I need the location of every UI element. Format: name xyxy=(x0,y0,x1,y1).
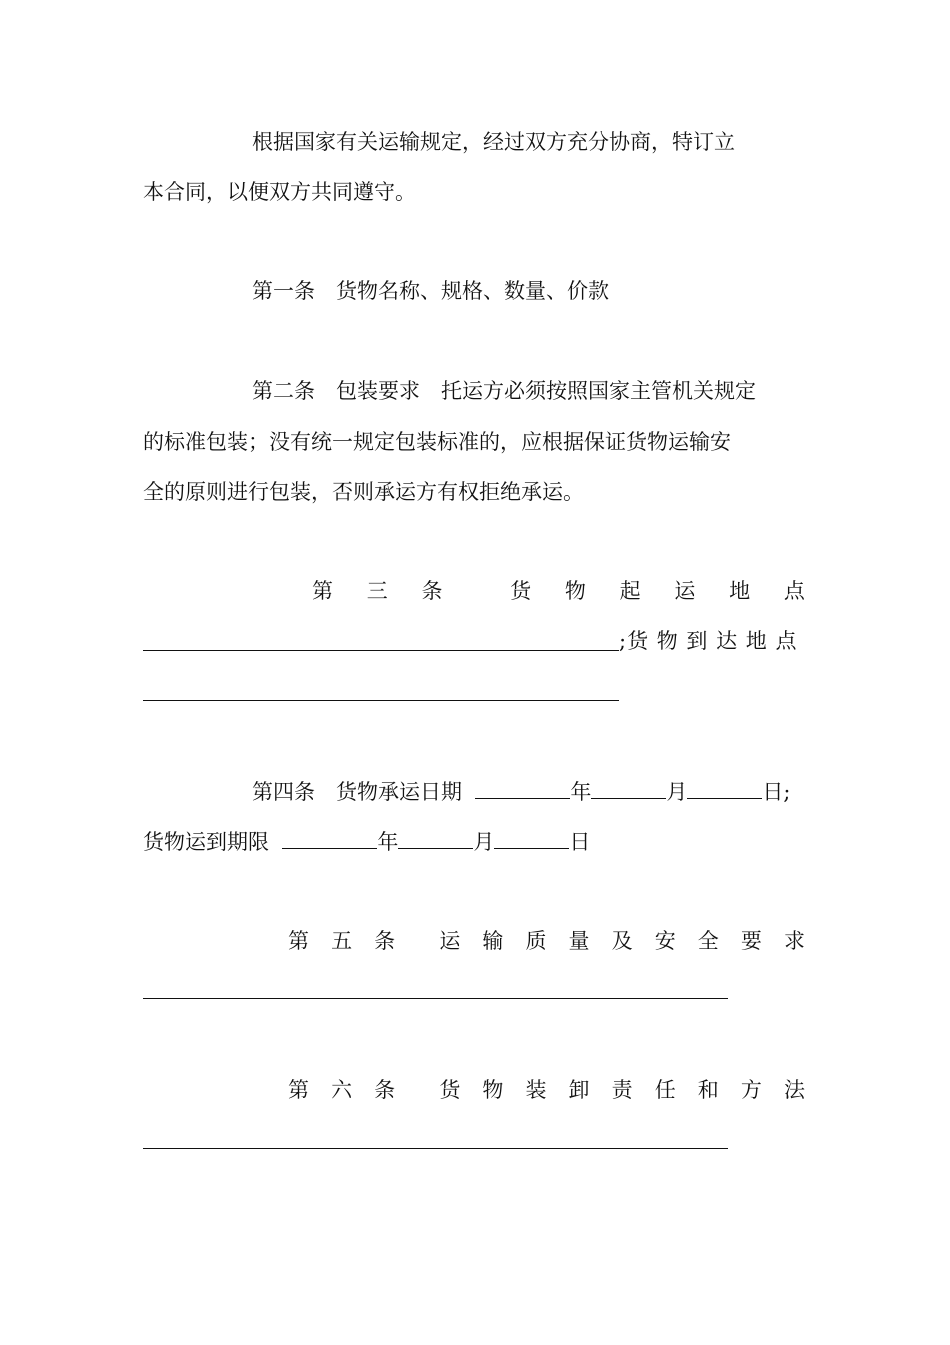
year-label: 年 xyxy=(570,780,592,804)
article-3-char: 运 xyxy=(674,579,696,603)
article-6-char: 任 xyxy=(654,1078,676,1102)
article-5-char: 及 xyxy=(611,929,633,953)
article-3-char: 物 xyxy=(564,579,586,603)
article-3-char: 第 xyxy=(312,579,333,603)
article-5-char: 求 xyxy=(783,929,805,953)
article-5-char: 输 xyxy=(482,929,504,953)
article-1-heading: 第一条 货物名称、规格、数量、价款 xyxy=(252,279,609,303)
quality-blank-line xyxy=(143,998,728,999)
intro-line-2: 本合同，以便双方共同遵守。 xyxy=(143,180,416,204)
article-6-heading xyxy=(288,1075,805,1105)
article-5-char: 第 xyxy=(288,929,309,953)
article-5-char: 要 xyxy=(740,929,762,953)
article-5-char: 五 xyxy=(331,929,353,953)
destination-blank-line xyxy=(143,700,619,701)
article-6-char: 装 xyxy=(525,1078,547,1102)
month-label: 月 xyxy=(666,780,688,804)
article-4-label: 第四条 货物承运日期 xyxy=(252,780,462,804)
article-6-char: 和 xyxy=(697,1078,719,1102)
article-4-deadline-label: 货物运到期限 xyxy=(143,830,269,854)
start-month-blank xyxy=(591,776,666,799)
intro-line-1: 根据国家有关运输规定，经过双方充分协商，特订立 xyxy=(252,130,735,154)
article-3-char: 三 xyxy=(366,579,388,603)
year-label: 年 xyxy=(377,830,399,854)
article-5-heading xyxy=(288,926,805,956)
article-3-destination-label: ;货 物 到 达 地 点 xyxy=(619,629,798,653)
article-3-char: 点 xyxy=(783,579,805,603)
article-5-char: 量 xyxy=(568,929,590,953)
day-label: 日 xyxy=(569,830,591,854)
article-3-char: 货 xyxy=(510,579,532,603)
origin-blank-line xyxy=(143,650,619,651)
article-5-char: 运 xyxy=(439,929,461,953)
article-6-char: 六 xyxy=(331,1078,353,1102)
article-3-char: 起 xyxy=(619,579,641,603)
article-6-char: 责 xyxy=(611,1078,633,1102)
article-4-line-1 xyxy=(252,776,790,807)
article-5-char: 安 xyxy=(654,929,676,953)
day-label: 日; xyxy=(762,780,791,804)
article-4-line-2 xyxy=(143,826,590,857)
end-year-blank xyxy=(282,826,377,849)
article-5-char: 条 xyxy=(374,929,396,953)
end-month-blank xyxy=(398,826,473,849)
article-2-line-2: 的标准包装；没有统一规定包装标准的，应根据保证货物运输安 xyxy=(143,430,731,454)
end-day-blank xyxy=(494,826,569,849)
article-6-char: 物 xyxy=(482,1078,504,1102)
article-6-char: 法 xyxy=(783,1078,805,1102)
start-day-blank xyxy=(687,776,762,799)
article-3-char: 地 xyxy=(729,579,751,603)
start-year-blank xyxy=(475,776,570,799)
article-5-char: 全 xyxy=(697,929,719,953)
article-2-line-1: 第二条 包装要求 托运方必须按照国家主管机关规定 xyxy=(252,379,756,403)
article-6-char: 货 xyxy=(439,1078,461,1102)
article-3-char: 条 xyxy=(421,579,443,603)
article-6-char: 条 xyxy=(374,1078,396,1102)
article-6-char: 卸 xyxy=(568,1078,590,1102)
article-2-line-3: 全的原则进行包装，否则承运方有权拒绝承运。 xyxy=(143,480,584,504)
article-6-char: 第 xyxy=(288,1078,309,1102)
article-6-char: 方 xyxy=(740,1078,762,1102)
article-5-char: 质 xyxy=(525,929,547,953)
loading-blank-line xyxy=(143,1148,728,1149)
article-3-heading xyxy=(312,576,805,606)
month-label: 月 xyxy=(473,830,495,854)
